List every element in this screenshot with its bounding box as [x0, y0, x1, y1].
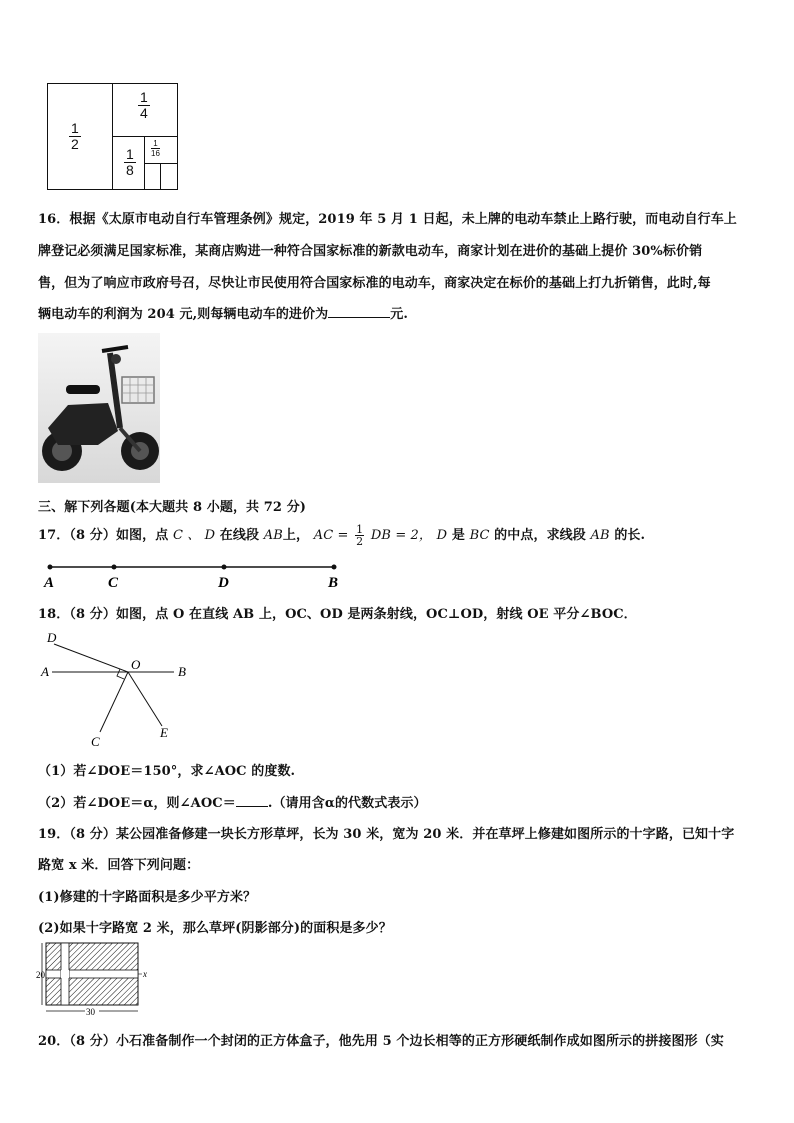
q17-point-d: D	[436, 528, 448, 543]
q16-answer-blank	[328, 306, 390, 318]
eighth-label: 1 8	[126, 146, 134, 178]
q18-answer-blank	[236, 795, 268, 807]
q17-text	[38, 524, 645, 547]
half-label: 1 2	[71, 120, 79, 152]
q17-eq-2: DB = 2，	[370, 528, 433, 543]
q18-sub-2-text: （2）若∠DOE＝α，则∠AOC＝	[38, 796, 236, 811]
q16-line-4	[38, 303, 408, 322]
q17-segment-ab: AB	[263, 528, 283, 543]
q17-mid-2: 上，	[282, 528, 310, 543]
q18-angle-figure	[38, 628, 208, 753]
q17-prefix: 17．（8 分）如图，点	[38, 528, 169, 543]
q18-sub-2-end: .（请用含α的代数式表示）	[267, 796, 427, 811]
section-3-heading: 三、解下列各题(本大题共 8 小题，共 72 分)	[38, 500, 307, 515]
q18-sub-1: （1）若∠DOE＝150°，求∠AOC 的度数.	[38, 764, 296, 779]
q18-label-e: E	[160, 725, 168, 740]
q19-line-1: 19．（8 分）某公园准备修建一块长方形草坪，长为 30 米，宽为 20 米．并在草坪上修建如图所示的十字路，已知十字	[38, 827, 735, 842]
sixteenth-label: 1 16	[151, 139, 160, 158]
q19-lawn-figure	[36, 940, 156, 1020]
fraction-square-diagram	[47, 83, 178, 190]
q16-line-3: 售，但为了响应市政府号召，尽快让市民使用符合国家标准的电动车，商家决定在标价的基础上打九折销售，此时,每	[38, 276, 711, 291]
q17-eq-1: AC =	[313, 528, 349, 543]
quarter-label: 1 4	[140, 89, 148, 121]
q17-mid-3: 是	[451, 528, 465, 543]
q19-width-label: 30	[86, 1007, 95, 1017]
q17-fraction: $\frac{1}{2}$	[356, 523, 364, 548]
q17-label-b: B	[328, 575, 339, 591]
electric-bike-photo	[38, 333, 160, 483]
q18-label-b: B	[178, 664, 186, 679]
q17-mid-1: 在线段	[219, 528, 260, 543]
q16-line-2: 牌登记必须满足国家标准，某商店购进一种符合国家标准的新款电动车，商家计划在进价的基础上提价 30%标价销	[38, 244, 703, 259]
q19-sub-1: (1)修建的十字路面积是多少平方米？	[38, 890, 257, 905]
q16-line-4-text: 辆电动车的利润为 204 元,则每辆电动车的进价为	[38, 307, 329, 322]
q17-segment-ab-2: AB	[590, 528, 610, 543]
q16-line-4-end: 元.	[390, 307, 408, 322]
q20-line-1: 20．（8 分）小石准备制作一个封闭的正方体盒子，他先用 5 个边长相等的正方形硬纸制作成如图所示的拼接图形（实	[38, 1034, 724, 1049]
q18-text: 18．（8 分）如图，点 O 在直线 AB 上，OC、OD 是两条射线，OC⊥OD，射线 OE 平分∠BOC．	[38, 607, 637, 622]
q17-label-c: C	[108, 575, 119, 591]
q16-line-1: 16．根据《太原市电动自行车管理条例》规定，2019 年 5 月 1 日起，未上牌的电动车禁止上路行驶，而电动自行车上	[38, 212, 737, 227]
q19-height-label: 20	[36, 970, 45, 980]
q19-road-label: x	[143, 969, 147, 979]
q18-label-d: D	[47, 630, 57, 645]
q18-label-a: A	[41, 664, 49, 679]
q18-sub-2	[38, 792, 427, 811]
q17-label-d: D	[218, 575, 229, 591]
q17-points-cd: C 、 D	[173, 528, 216, 543]
q17-end: 的长.	[614, 528, 646, 543]
q17-segment-bc: BC	[469, 528, 490, 543]
q19-sub-2: (2)如果十字路宽 2 米，那么草坪(阴影部分)的面积是多少？	[38, 921, 392, 936]
q17-segment-figure	[38, 558, 348, 594]
q17-mid-4: 的中点，求线段	[494, 528, 586, 543]
q18-label-o: O	[131, 657, 141, 672]
q18-label-c: C	[91, 734, 100, 749]
q17-label-a: A	[44, 575, 55, 591]
q19-line-2: 路宽 x 米．回答下列问题：	[38, 858, 200, 873]
